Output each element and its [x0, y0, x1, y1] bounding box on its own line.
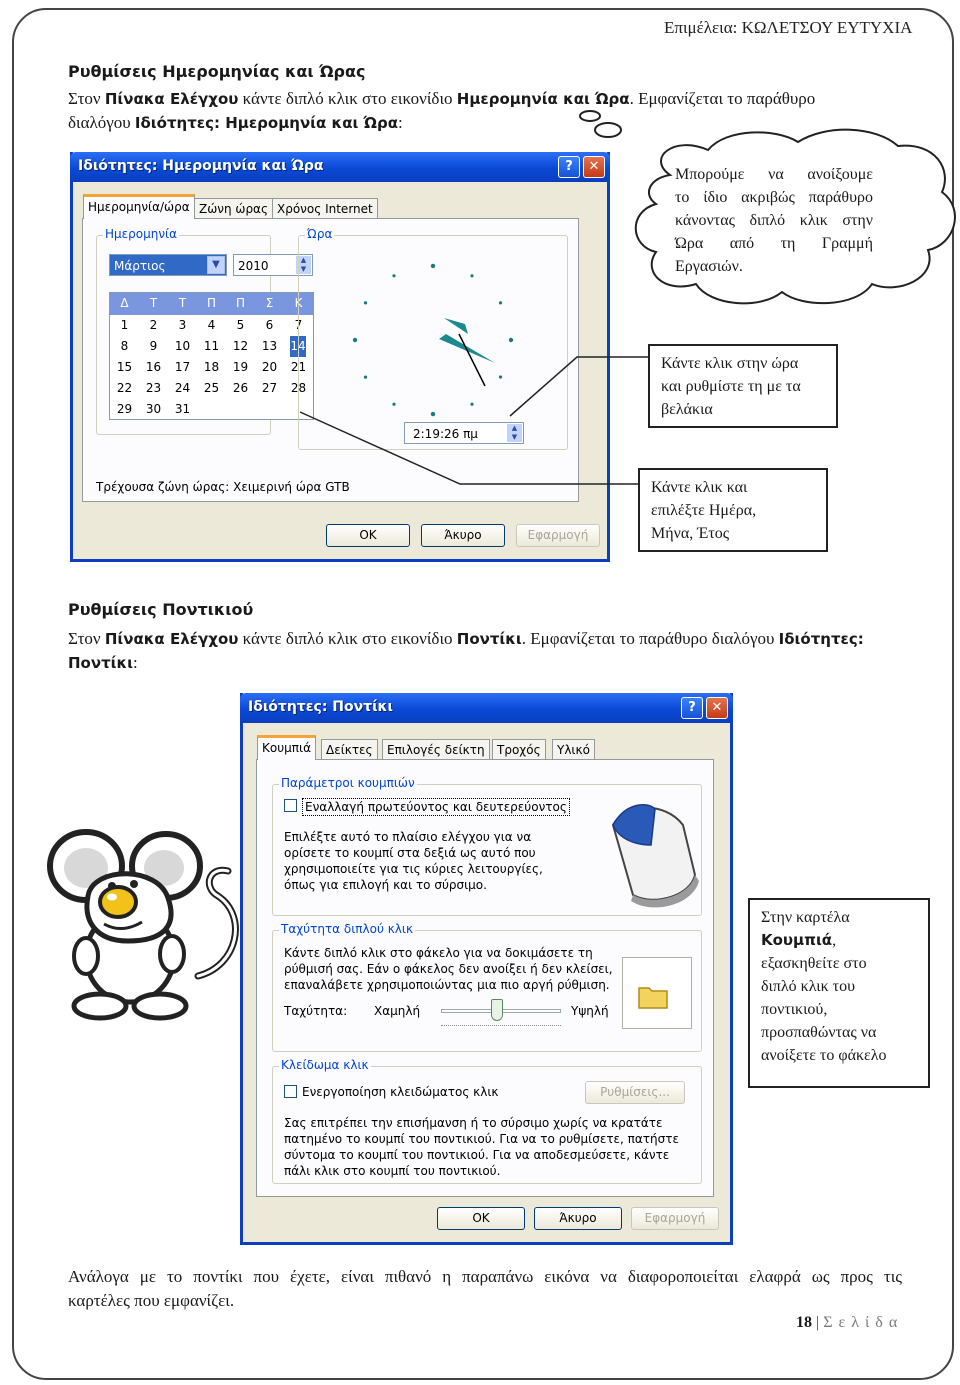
- close-button[interactable]: ✕: [706, 697, 728, 719]
- callout-line: Στην καρτέλα: [761, 909, 850, 926]
- calendar-day[interactable]: 24: [174, 381, 191, 395]
- click-lock-checkbox[interactable]: [284, 1085, 297, 1098]
- swap-buttons-checkbox[interactable]: [284, 799, 297, 812]
- tab-pointers[interactable]: Δείκτες: [321, 739, 378, 761]
- calendar-day[interactable]: 9: [149, 339, 158, 353]
- arrow-down-icon[interactable]: ▼: [296, 265, 311, 274]
- apply-button[interactable]: Εφαρμογή: [516, 524, 600, 547]
- speed-slider-thumb[interactable]: [491, 999, 503, 1021]
- click-lock-label: Κλείδωμα κλικ: [281, 1058, 369, 1072]
- calendar-weekday: Τ: [178, 296, 187, 310]
- callout-line: Μήνα, Έτος: [651, 525, 730, 542]
- double-click-description: [284, 945, 613, 993]
- desc-line: σύντομα το κουμπί του ποντικιού. Για να αποδεσμεύσετε, κάντε: [284, 1148, 670, 1162]
- button-config-label: Παράμετροι κουμπιών: [281, 776, 415, 790]
- calendar-day[interactable]: 7: [294, 318, 303, 332]
- desc-line: χρησιμοποιείτε για τις κύριες λειτουργίες,: [284, 862, 543, 876]
- calendar-day[interactable]: 6: [265, 318, 274, 332]
- ok-button[interactable]: OK: [437, 1207, 525, 1230]
- date-group-label: Ημερομηνία: [105, 227, 178, 241]
- calendar-day[interactable]: 19: [232, 360, 249, 374]
- calendar-day[interactable]: 29: [116, 402, 133, 416]
- callout-line: διπλό κλικ του: [761, 978, 856, 995]
- calendar-day[interactable]: 20: [261, 360, 278, 374]
- text: :: [133, 653, 138, 672]
- callout-line: Κάντε κλικ και: [651, 479, 748, 496]
- callout-line: προσπαθώντας να: [761, 1024, 877, 1041]
- calendar-day-selected[interactable]: 14: [290, 336, 306, 357]
- calendar-weekday: Σ: [265, 296, 274, 310]
- text: :: [398, 113, 403, 132]
- dialog-name-ref: Ιδιότητες:: [778, 630, 864, 648]
- calendar-day[interactable]: 13: [261, 339, 278, 353]
- mouse-properties-window: [240, 693, 733, 1245]
- callout-mouse: [748, 898, 930, 1088]
- text: Στον: [68, 89, 105, 108]
- dialog-name-ref: Ιδιότητες: Ημερομηνία και Ώρα: [134, 114, 399, 132]
- window-title: Ιδιότητες: Ημερομηνία και Ώρα: [78, 158, 324, 174]
- click-lock-checkbox-label[interactable]: Ενεργοποίηση κλειδώματος κλικ: [302, 1085, 499, 1099]
- desc-line: πατημένο το κουμπί του ποντικιού. Για να το ρυθμίσετε, πατήστε: [284, 1132, 679, 1146]
- tab-time-zone[interactable]: Ζώνη ώρας: [194, 198, 273, 220]
- callout-line: επιλέξτε Ημέρα,: [651, 502, 757, 519]
- desc-line: επαναλάβετε χρησιμοποιώντας μια πιο αργή ρύθμιση.: [284, 978, 610, 992]
- tab-internet-time[interactable]: Χρόνος Internet: [272, 198, 378, 220]
- speed-slow-label: Χαμηλή: [374, 1004, 421, 1018]
- calendar-weekday: Π: [235, 296, 246, 310]
- speed-label: Ταχύτητα:: [284, 1004, 348, 1018]
- section2-paragraph-line2: [68, 651, 138, 675]
- click-lock-description: [284, 1115, 679, 1179]
- cloud-line: Ώρα από τη Γραμμή: [675, 235, 873, 252]
- calendar-day[interactable]: 12: [232, 339, 249, 353]
- calendar-weekday: Τ: [149, 296, 158, 310]
- callout-line: ανοίξετε το φάκελο: [761, 1047, 887, 1064]
- text: Στον: [68, 629, 105, 648]
- callout-line: εξασκηθείτε στο: [761, 955, 867, 972]
- calendar-day[interactable]: 23: [145, 381, 162, 395]
- calendar-day[interactable]: 27: [261, 381, 278, 395]
- speed-fast-label: Υψηλή: [571, 1004, 609, 1018]
- page-number-value: 18: [796, 1314, 812, 1331]
- calendar-day[interactable]: 4: [207, 318, 216, 332]
- desc-line: ρύθμισή σας. Εάν ο φάκελος δεν ανοίξει ή δεν κλείσει,: [284, 962, 613, 976]
- tab-panel: [256, 759, 714, 1197]
- click-lock-settings-button[interactable]: Ρυθμίσεις...: [585, 1081, 685, 1104]
- arrow-down-icon[interactable]: ▼: [507, 433, 522, 442]
- callout-line: βελάκια: [661, 401, 713, 418]
- buttons-tab-ref: Κουμπιά: [761, 931, 833, 949]
- calendar-day[interactable]: 2: [149, 318, 158, 332]
- text: . Εμφανίζεται το παράθυρο: [629, 89, 816, 108]
- callout-line: Κάντε κλικ στην ώρα: [661, 355, 799, 372]
- text: κάντε διπλό κλικ στο εικονίδιο: [238, 629, 457, 648]
- calendar-day[interactable]: 21: [290, 360, 307, 374]
- calendar-day[interactable]: 1: [120, 318, 129, 332]
- tab-buttons[interactable]: Κουμπιά: [257, 735, 316, 760]
- callout-date: [638, 468, 828, 552]
- mouse-icon: [595, 795, 705, 910]
- tab-hardware[interactable]: Υλικό: [552, 739, 595, 761]
- chevron-down-icon[interactable]: ▼: [207, 256, 225, 274]
- calendar-day[interactable]: 25: [203, 381, 220, 395]
- text: . Εμφανίζεται το παράθυρο διαλόγου: [521, 629, 779, 648]
- footer-note-line2: καρτέλες που εμφανίζει.: [68, 1291, 235, 1310]
- calendar-day[interactable]: 18: [203, 360, 220, 374]
- current-timezone-text: Τρέχουσα ζώνη ώρας: Χειμερινή ώρα GTB: [96, 480, 350, 494]
- tab-wheel[interactable]: Τροχός: [492, 739, 546, 761]
- swap-buttons-label[interactable]: Εναλλαγή πρωτεύοντος και δευτερεύοντος: [302, 798, 570, 816]
- page-number: [796, 1314, 898, 1332]
- calendar-day[interactable]: 3: [178, 318, 187, 332]
- callout-line: [761, 929, 917, 952]
- window-titlebar[interactable]: [240, 693, 733, 723]
- dialog-name-ref: Ποντίκι: [68, 654, 133, 672]
- apply-button[interactable]: Εφαρμογή: [631, 1207, 719, 1230]
- double-click-speed-group: [272, 922, 702, 1052]
- calendar-day[interactable]: 30: [145, 402, 162, 416]
- calendar-day[interactable]: 26: [232, 381, 249, 395]
- desc-line: όπως για επιλογή και το σύρσιμο.: [284, 878, 487, 892]
- desc-line: Επιλέξτε αυτό το πλαίσιο ελέγχου για να: [284, 830, 532, 844]
- desc-line: Κάντε διπλό κλικ στο φάκελο για να δοκιμάσετε τη: [284, 946, 593, 960]
- month-value: Μάρτιος: [114, 259, 166, 273]
- help-button[interactable]: ?: [681, 697, 703, 719]
- calendar-day[interactable]: 15: [116, 360, 133, 374]
- calendar-weekday: Δ: [120, 296, 129, 310]
- text: διαλόγου: [68, 113, 135, 132]
- arrow-up-icon[interactable]: ▲: [507, 424, 522, 433]
- tab-pointer-options[interactable]: Επιλογές δείκτη: [382, 739, 490, 761]
- desc-line: ορίσετε το κουμπί στα δεξιά ως αυτό που: [284, 846, 536, 860]
- callout-line: και ρυθμίστε τη με τα: [661, 378, 801, 395]
- cartoon-mouse-illustration: [38, 826, 268, 1026]
- cancel-button[interactable]: Άκυρο: [421, 524, 505, 547]
- help-button[interactable]: ?: [558, 156, 580, 178]
- cloud-line: κάνοντας διπλό κλικ στην: [675, 212, 873, 229]
- calendar-day[interactable]: 8: [120, 339, 129, 353]
- desc-line: πάλι κλικ στο κουμπί του ποντικιού.: [284, 1164, 501, 1178]
- calendar-day[interactable]: 5: [236, 318, 245, 332]
- cloud-line: το ίδιο ακριβώς παράθυρο: [675, 189, 873, 206]
- callout-time: [648, 344, 838, 428]
- cloud-line: Μπορούμε να ανοίξουμε: [675, 166, 873, 183]
- click-lock-group: [272, 1058, 702, 1184]
- calendar-day[interactable]: 22: [116, 381, 133, 395]
- folder-icon[interactable]: [637, 982, 669, 1010]
- double-click-speed-label: Ταχύτητα διπλού κλικ: [281, 922, 414, 936]
- swap-description: [284, 829, 543, 893]
- cloud-line: Εργασιών.: [675, 258, 743, 275]
- page-word: Σ ε λ ί δ α: [823, 1314, 899, 1331]
- calendar-day[interactable]: 16: [145, 360, 162, 374]
- separator: |: [816, 1314, 820, 1331]
- footer-note-line1: Ανάλογα με το ποντίκι που έχετε, είναι πιθανό η παραπάνω εικόνα να διαφοροποιείται ελαφρά ως προς τις: [68, 1267, 902, 1286]
- ok-button[interactable]: OK: [326, 524, 410, 547]
- section-title-datetime: Ρυθμίσεις Ημερομηνίας και Ώρας: [68, 62, 366, 81]
- datetime-icon-ref: Ημερομηνία και Ώρα: [456, 90, 630, 108]
- control-panel-ref: Πίνακα Ελέγχου: [104, 90, 239, 108]
- calendar-day[interactable]: 28: [290, 381, 307, 395]
- header-credit: Επιμέλεια: ΚΩΛΕΤΣΟΥ ΕΥΤΥΧΙΑ: [664, 18, 913, 37]
- section2-paragraph-line1: [68, 627, 864, 651]
- desc-line: Σας επιτρέπει την επισήμανση ή το σύρσιμο χωρίς να κρατάτε: [284, 1116, 663, 1130]
- mouse-icon-ref: Ποντίκι: [456, 630, 522, 648]
- year-value: 2010: [238, 259, 269, 273]
- time-group-label: Ώρα: [307, 227, 333, 241]
- calendar-weekday: Κ: [294, 296, 303, 310]
- tab-date-time[interactable]: Ημερομηνία/ώρα: [83, 194, 195, 219]
- calendar-day[interactable]: 10: [174, 339, 191, 353]
- cancel-button[interactable]: Άκυρο: [534, 1207, 622, 1230]
- control-panel-ref: Πίνακα Ελέγχου: [104, 630, 239, 648]
- calendar-day[interactable]: 31: [174, 402, 191, 416]
- test-folder-area[interactable]: [622, 957, 692, 1029]
- arrow-up-icon[interactable]: ▲: [296, 256, 311, 265]
- calendar-day[interactable]: 17: [174, 360, 191, 374]
- time-value: 2:19:26 πμ: [413, 427, 478, 441]
- text: κάντε διπλό κλικ στο εικονίδιο: [238, 89, 457, 108]
- window-title: Ιδιότητες: Ποντίκι: [248, 699, 393, 715]
- close-button[interactable]: ✕: [583, 156, 605, 178]
- calendar-day[interactable]: 11: [203, 339, 220, 353]
- callout-line: ποντικιού,: [761, 1001, 828, 1018]
- section-title-mouse: Ρυθμίσεις Ποντικιού: [68, 600, 254, 619]
- calendar-weekday: Π: [206, 296, 217, 310]
- button-config-group: [272, 776, 702, 916]
- slider-ticks: [441, 1025, 561, 1027]
- text: ,: [832, 932, 837, 949]
